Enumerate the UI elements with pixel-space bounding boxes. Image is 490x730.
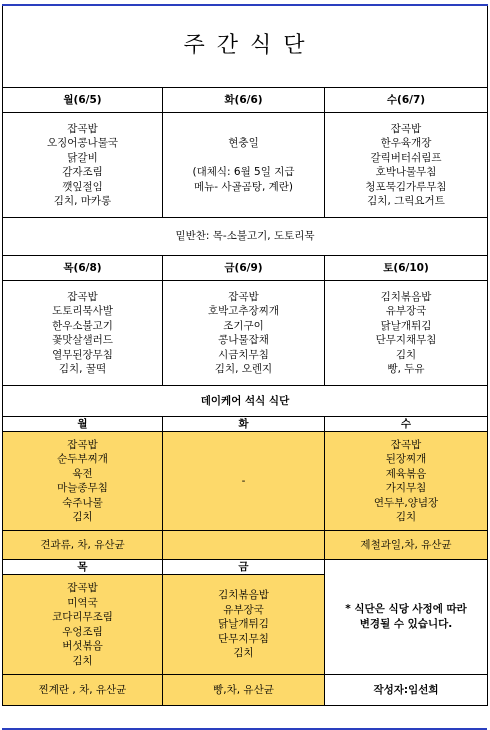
menu-item: 잡곡밥 (67, 290, 98, 303)
author-label: 작성자:임선희 (325, 675, 488, 706)
daycare-snack-tue (163, 531, 325, 560)
notice-line: 변경될 수 있습니다. (359, 618, 453, 630)
day-header-wed: 수(6/7) (325, 88, 488, 113)
daycare-notice (325, 560, 488, 675)
menu-item: 김치 (72, 654, 93, 667)
menu-item: 메뉴- 사골곰탕, 계란) (193, 180, 294, 193)
menu-item: 잡곡밥 (390, 122, 422, 135)
menu-item: 김치 (395, 348, 417, 361)
menu-wed (325, 113, 488, 218)
daycare-day-tue: 화 (163, 417, 325, 432)
menu-item: 잡곡밥 (67, 582, 98, 594)
daycare-snack-mon: 견과류, 차, 유산균 (3, 531, 163, 560)
daycare-day-mon: 월 (3, 417, 163, 432)
menu-item: 잡곡밥 (67, 122, 98, 135)
menu-item: - (241, 474, 246, 487)
menu-item: 코다리무조림 (52, 611, 113, 623)
day-header-tue: 화(6/6) (163, 88, 325, 113)
menu-item: 미역국 (67, 596, 98, 609)
day-header-thu: 목(6/8) (3, 256, 163, 281)
daycare-menu-tue (163, 432, 325, 531)
daycare-snack-wed: 제철과일,차, 유산균 (325, 531, 488, 560)
menu-item: 빵, 두유 (387, 363, 425, 375)
daycare-menu-fri (163, 575, 325, 675)
menu-item: 된장찌개 (385, 453, 427, 465)
menu-item: 잡곡밥 (390, 438, 422, 451)
menu-item: 가지무침 (385, 482, 427, 494)
menu-item: 김치, 꿀떡 (58, 363, 107, 375)
side-dish-note: 밑반찬: 목-소불고기, 도토리묵 (3, 218, 488, 256)
menu-item: 김치볶음밥 (380, 290, 432, 303)
menu-sat (325, 281, 488, 386)
menu-item: 청포묵김가루무침 (365, 180, 447, 193)
menu-item: 닭날개튀김 (380, 319, 432, 332)
daycare-snack-fri: 빵,차, 유산균 (163, 675, 325, 706)
menu-item: 도토리묵사발 (52, 305, 113, 317)
day-header-sat: 토(6/10) (325, 256, 488, 281)
daycare-title: 데이케어 석식 식단 (3, 386, 488, 417)
menu-item: 오징어콩나물국 (46, 137, 118, 149)
menu-item: 유부장국 (223, 603, 264, 616)
day-header-fri: 금(6/9) (163, 256, 325, 281)
menu-item: 제육볶음 (385, 467, 427, 480)
menu-item: 잡곡밥 (228, 290, 259, 303)
daycare-snack-thu: 찐계란 , 차, 유산균 (3, 675, 163, 706)
menu-item: 김치 (233, 647, 254, 660)
menu-item: 꽃맛살샐러드 (52, 334, 113, 346)
menu-item: 호박고추장찌개 (207, 305, 279, 317)
menu-item: 김치, 그릭요거트 (367, 195, 445, 207)
daycare-menu-mon (3, 432, 163, 531)
menu-item: 순두부찌개 (57, 453, 108, 465)
daycare-menu-thu (3, 575, 163, 675)
page-title (3, 5, 488, 88)
daycare-day-thu: 목 (3, 560, 163, 575)
menu-item: 닭날개튀김 (218, 618, 269, 631)
menu-item: 육전 (72, 467, 93, 480)
menu-item: 김치 (395, 511, 417, 523)
menu-item: (대체식: 6월 5일 지급 (192, 166, 295, 178)
page-title-text: 주간식단 (183, 33, 317, 59)
menu-item: 깻잎절임 (62, 180, 103, 193)
menu-item: 우엉조림 (62, 625, 103, 638)
menu-item: 김치 (72, 511, 93, 523)
menu-item: 한우소불고기 (52, 319, 113, 332)
menu-item: 잡곡밥 (67, 438, 98, 451)
menu-item: 호박나물무침 (375, 166, 437, 178)
menu-tue (163, 113, 325, 218)
menu-item: 김치볶음밥 (218, 589, 269, 602)
menu-item: 조기구이 (223, 319, 264, 332)
menu-item: 닭갈비 (67, 151, 98, 164)
daycare-menu-wed (325, 432, 488, 531)
menu-mon (3, 113, 163, 218)
menu-item: 김치, 마카롱 (53, 195, 112, 207)
daycare-day-fri: 금 (163, 560, 325, 575)
menu-item: 유부장국 (385, 305, 427, 317)
day-header-mon: 월(6/5) (3, 88, 163, 113)
menu-item: 현충일 (228, 137, 259, 149)
menu-item: 갈릭버터쉬림프 (370, 151, 442, 164)
menu-item: 콩나물잡채 (218, 334, 269, 346)
menu-item: 단무지채무침 (375, 334, 437, 346)
menu-fri (163, 281, 325, 386)
menu-item: 버섯볶음 (62, 640, 103, 652)
menu-item: 열무된장무침 (52, 348, 113, 361)
menu-item: 단무지무침 (218, 632, 269, 645)
menu-item: 마늘종무침 (57, 482, 108, 494)
notice-line: * 식단은 식당 사정에 따라 (345, 603, 467, 615)
menu-item (163, 151, 324, 166)
daycare-day-wed: 수 (325, 417, 488, 432)
menu-item: 연두부,양념장 (373, 496, 439, 509)
menu-thu (3, 281, 163, 386)
menu-item: 감자조림 (62, 166, 103, 178)
menu-item: 김치, 오렌지 (214, 363, 273, 375)
menu-item: 한우육개장 (380, 137, 432, 149)
menu-table (2, 4, 488, 706)
menu-item: 숙주나물 (62, 496, 103, 509)
menu-item: 시금치무침 (218, 348, 269, 361)
